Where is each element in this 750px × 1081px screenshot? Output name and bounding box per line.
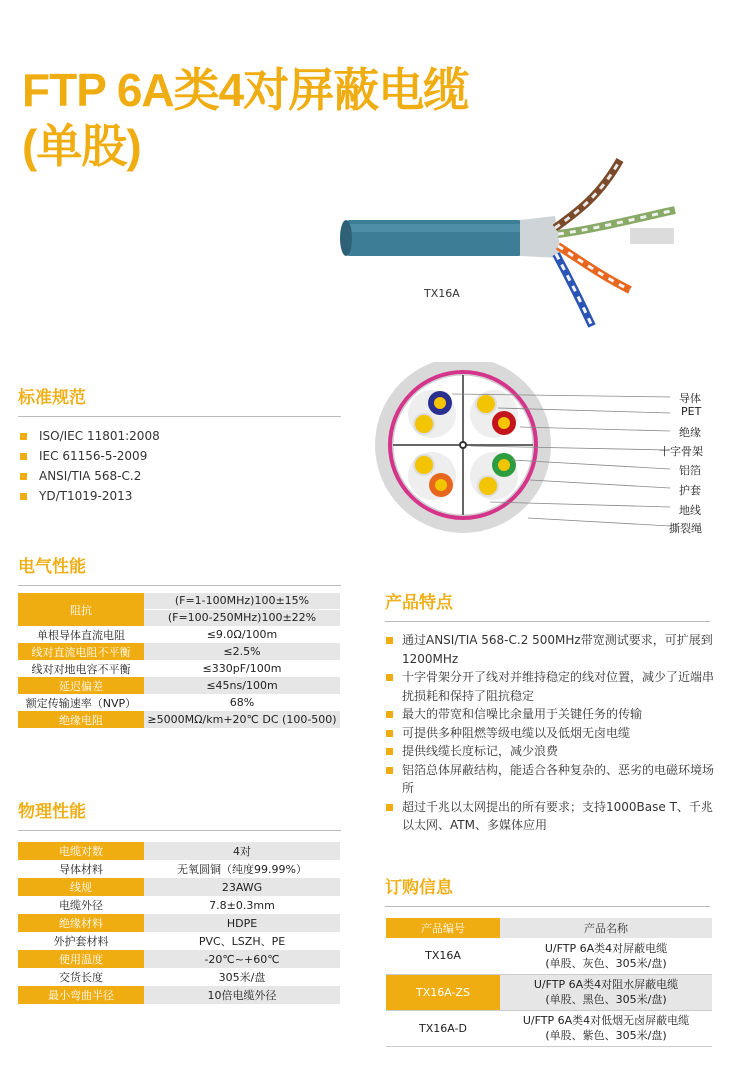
table-row xyxy=(18,914,340,932)
table-row xyxy=(386,1010,712,1046)
title-line-1: FTP 6A类4对屏蔽电缆 xyxy=(22,64,469,116)
table-cell: -20℃~+60℃ xyxy=(144,950,340,968)
list-item: 可提供多种阻燃等级电缆以及低烟无卤电缆 xyxy=(386,724,716,743)
table-cell: ≤45ns/100m xyxy=(144,677,340,694)
cross-section-diagram xyxy=(370,362,680,542)
table-row xyxy=(18,593,340,609)
table-cell: 外护套材料 xyxy=(18,932,144,950)
label-pet: PET xyxy=(681,405,702,418)
list-item: 通过ANSI/TIA 568-C.2 500MHz带宽测试要求，可扩展到1200MHz xyxy=(386,631,716,668)
table-cell: 305米/盘 xyxy=(144,968,340,986)
table-row xyxy=(386,918,712,938)
ordering-table xyxy=(386,918,712,1047)
table-cell: 23AWG xyxy=(144,878,340,896)
table-cell: ≤9.0Ω/100m xyxy=(144,626,340,643)
table-row xyxy=(18,694,340,711)
table-cell: 阻抗 xyxy=(18,593,144,626)
table-cell: 交货长度 xyxy=(18,968,144,986)
label-jacket: 护套 xyxy=(679,484,701,497)
table-cell: 7.8±0.3mm xyxy=(144,896,340,914)
table-cell: HDPE xyxy=(144,914,340,932)
table-cell: 电缆外径 xyxy=(18,896,144,914)
label-ripcord: 撕裂绳 xyxy=(669,522,702,535)
table-row xyxy=(18,986,340,1004)
table-row xyxy=(18,968,340,986)
table-cell: 使用温度 xyxy=(18,950,144,968)
table-row xyxy=(18,860,340,878)
label-drain-wire: 地线 xyxy=(679,504,701,517)
table-cell: 绝缘材料 xyxy=(18,914,144,932)
title-line-2: (单股) xyxy=(22,120,141,172)
list-item: ANSI/TIA 568-C.2 xyxy=(18,466,160,486)
list-item: IEC 61156-5-2009 xyxy=(18,446,160,466)
table-cell: 绝缘电阻 xyxy=(18,711,144,728)
table-cell: (F=100-250MHz)100±22% xyxy=(144,609,340,626)
list-item: 超过千兆以太网提出的所有要求；支持1000Base T、千兆以太网、ATM、多媒体应用 xyxy=(386,798,716,835)
cable-photo xyxy=(330,150,690,330)
table-cell: 电缆对数 xyxy=(18,842,144,860)
table-cell: (F=1-100MHz)100±15% xyxy=(144,593,340,609)
table-cell: 68% xyxy=(144,694,340,711)
table-row xyxy=(18,932,340,950)
table-row xyxy=(18,677,340,694)
table-row xyxy=(18,878,340,896)
physical-heading: 物理性能 xyxy=(18,797,341,831)
list-item: ISO/IEC 11801:2008 xyxy=(18,426,160,446)
table-cell: 延迟偏差 xyxy=(18,677,144,694)
table-cell: U/FTP 6A类4对阻水屏蔽电缆 (单股、黑色、305米/盘) xyxy=(500,974,712,1010)
table-cell: 额定传输速率（NVP） xyxy=(18,694,144,711)
table-row xyxy=(18,711,340,728)
electrical-heading: 电气性能 xyxy=(18,552,341,586)
table-cell: ≥5000MΩ/km+20℃ DC (100-500) xyxy=(144,711,340,728)
table-cell: 线对直流电阻不平衡 xyxy=(18,643,144,660)
table-cell: TX16A-D xyxy=(386,1010,500,1046)
table-cell: TX16A-ZS xyxy=(386,974,500,1010)
standards-list xyxy=(18,426,160,506)
features-heading: 产品特点 xyxy=(385,588,710,622)
table-cell: 单根导体直流电阻 xyxy=(18,626,144,643)
table-cell: U/FTP 6A类4对屏蔽电缆 (单股、灰色、305米/盘) xyxy=(500,938,712,974)
table-row xyxy=(18,896,340,914)
table-row xyxy=(18,643,340,660)
table-cell: 10倍电缆外径 xyxy=(144,986,340,1004)
table-cell: TX16A xyxy=(386,938,500,974)
table-row xyxy=(386,938,712,974)
table-cell: 线规 xyxy=(18,878,144,896)
list-item: 十字骨架分开了线对并维持稳定的线对位置，减少了近端串扰损耗和保持了阻抗稳定 xyxy=(386,668,716,705)
standards-heading: 标准规范 xyxy=(18,383,341,417)
table-row xyxy=(18,660,340,677)
table-cell: U/FTP 6A类4对低烟无卤屏蔽电缆 (单股、紫色、305米/盘) xyxy=(500,1010,712,1046)
table-row xyxy=(18,842,340,860)
list-item: 铝箔总体屏蔽结构，能适合各种复杂的、恶劣的电磁环境场所 xyxy=(386,761,716,798)
label-cross-filler: 十字骨架 xyxy=(659,445,703,458)
label-conductor: 导体 xyxy=(679,392,701,405)
table-cell: PVC、LSZH、PE xyxy=(144,932,340,950)
table-cell: 线对对地电容不平衡 xyxy=(18,660,144,677)
table-row xyxy=(18,626,340,643)
ordering-heading: 订购信息 xyxy=(385,873,710,907)
features-list xyxy=(386,631,716,835)
label-insulation: 绝缘 xyxy=(679,426,701,439)
table-cell: 导体材料 xyxy=(18,860,144,878)
physical-table xyxy=(18,842,340,1004)
table-cell: 无氧圆铜（纯度99.99%） xyxy=(144,860,340,878)
table-header-name: 产品名称 xyxy=(500,918,712,938)
cable-caption: TX16A xyxy=(424,287,460,300)
table-row xyxy=(386,974,712,1010)
table-cell: ≤2.5% xyxy=(144,643,340,660)
list-item: YD/T1019-2013 xyxy=(18,486,160,506)
list-item: 最大的带宽和信噪比余量用于关键任务的传输 xyxy=(386,705,716,724)
list-item: 提供线缆长度标记，减少浪费 xyxy=(386,742,716,761)
table-cell: ≤330pF/100m xyxy=(144,660,340,677)
label-foil: 铝箔 xyxy=(679,464,701,477)
electrical-table xyxy=(18,593,340,728)
table-cell: 4对 xyxy=(144,842,340,860)
table-header-code: 产品编号 xyxy=(386,918,500,938)
table-row xyxy=(18,950,340,968)
table-cell: 最小弯曲半径 xyxy=(18,986,144,1004)
